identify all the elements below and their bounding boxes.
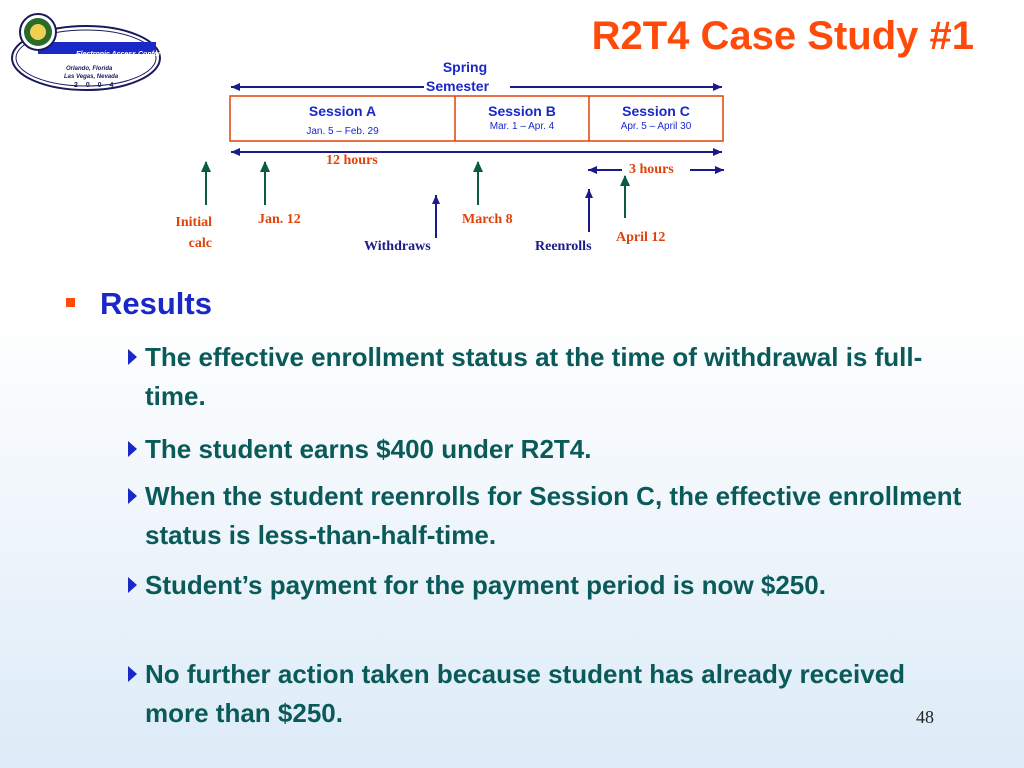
logo-location-1: Orlando, Florida <box>66 66 113 72</box>
bullet-square-icon <box>66 298 75 307</box>
results-heading: Results <box>100 286 212 321</box>
triangle-bullet-icon <box>128 441 137 457</box>
result-item-3-text: When the student reenrolls for Session C, the effective enrollment status is less-than-half-time. <box>145 481 962 550</box>
semester-label <box>438 58 492 76</box>
session-b-dates: Mar. 1 – Apr. 4 <box>489 121 555 132</box>
logo-year: 2 0 0 4 <box>74 82 117 89</box>
result-item-4 <box>128 566 975 605</box>
semester-label-line2: Semester <box>426 78 490 94</box>
session-b-name: Session B <box>488 103 556 119</box>
initial-calc-line1: Initial <box>175 215 212 230</box>
timeline-graphics <box>0 0 1024 270</box>
result-item-5-text: No further action taken because student has already received more than $250. <box>145 659 906 728</box>
triangle-bullet-icon <box>128 666 137 682</box>
reenrolls-label: Reenrolls <box>535 239 592 254</box>
withdraws-label: Withdraws <box>364 239 431 254</box>
page-number: 48 <box>916 707 934 727</box>
april12-label: April 12 <box>616 230 666 245</box>
result-item-3 <box>128 477 975 555</box>
result-item-1-text: The effective enrollment status at the time of withdrawal is full-time. <box>145 342 923 411</box>
logo-location-2: Las Vegas, Nevada <box>64 74 119 80</box>
timeline-diagram <box>0 0 1024 270</box>
triangle-bullet-icon <box>128 349 137 365</box>
result-item-5 <box>128 655 975 733</box>
conference-name: Electronic Access Conference <box>76 51 177 58</box>
session-a-name: Session A <box>308 103 377 119</box>
session-c-name: Session C <box>622 103 690 119</box>
semester-label-line1: Spring <box>442 59 488 75</box>
result-item-2-text: The student earns $400 under R2T4. <box>145 434 592 464</box>
initial-calc-label <box>166 212 212 254</box>
triangle-bullet-icon <box>128 488 137 504</box>
result-item-4-text: Student’s payment for the payment period is now $250. <box>145 570 826 600</box>
result-item-2 <box>128 430 975 469</box>
march8-label: March 8 <box>462 212 513 227</box>
slide-title: R2T4 Case Study #1 <box>591 14 974 58</box>
session-c-dates: Apr. 5 – April 30 <box>620 121 692 132</box>
session-a-dates: Jan. 5 – Feb. 29 <box>306 126 379 137</box>
triangle-bullet-icon <box>128 577 137 593</box>
hours-full-label: 12 hours <box>326 153 378 168</box>
result-item-1 <box>128 338 975 416</box>
jan12-label: Jan. 12 <box>258 212 301 227</box>
initial-calc-line2: calc <box>188 236 212 251</box>
hours-c-label: 3 hours <box>629 162 674 177</box>
